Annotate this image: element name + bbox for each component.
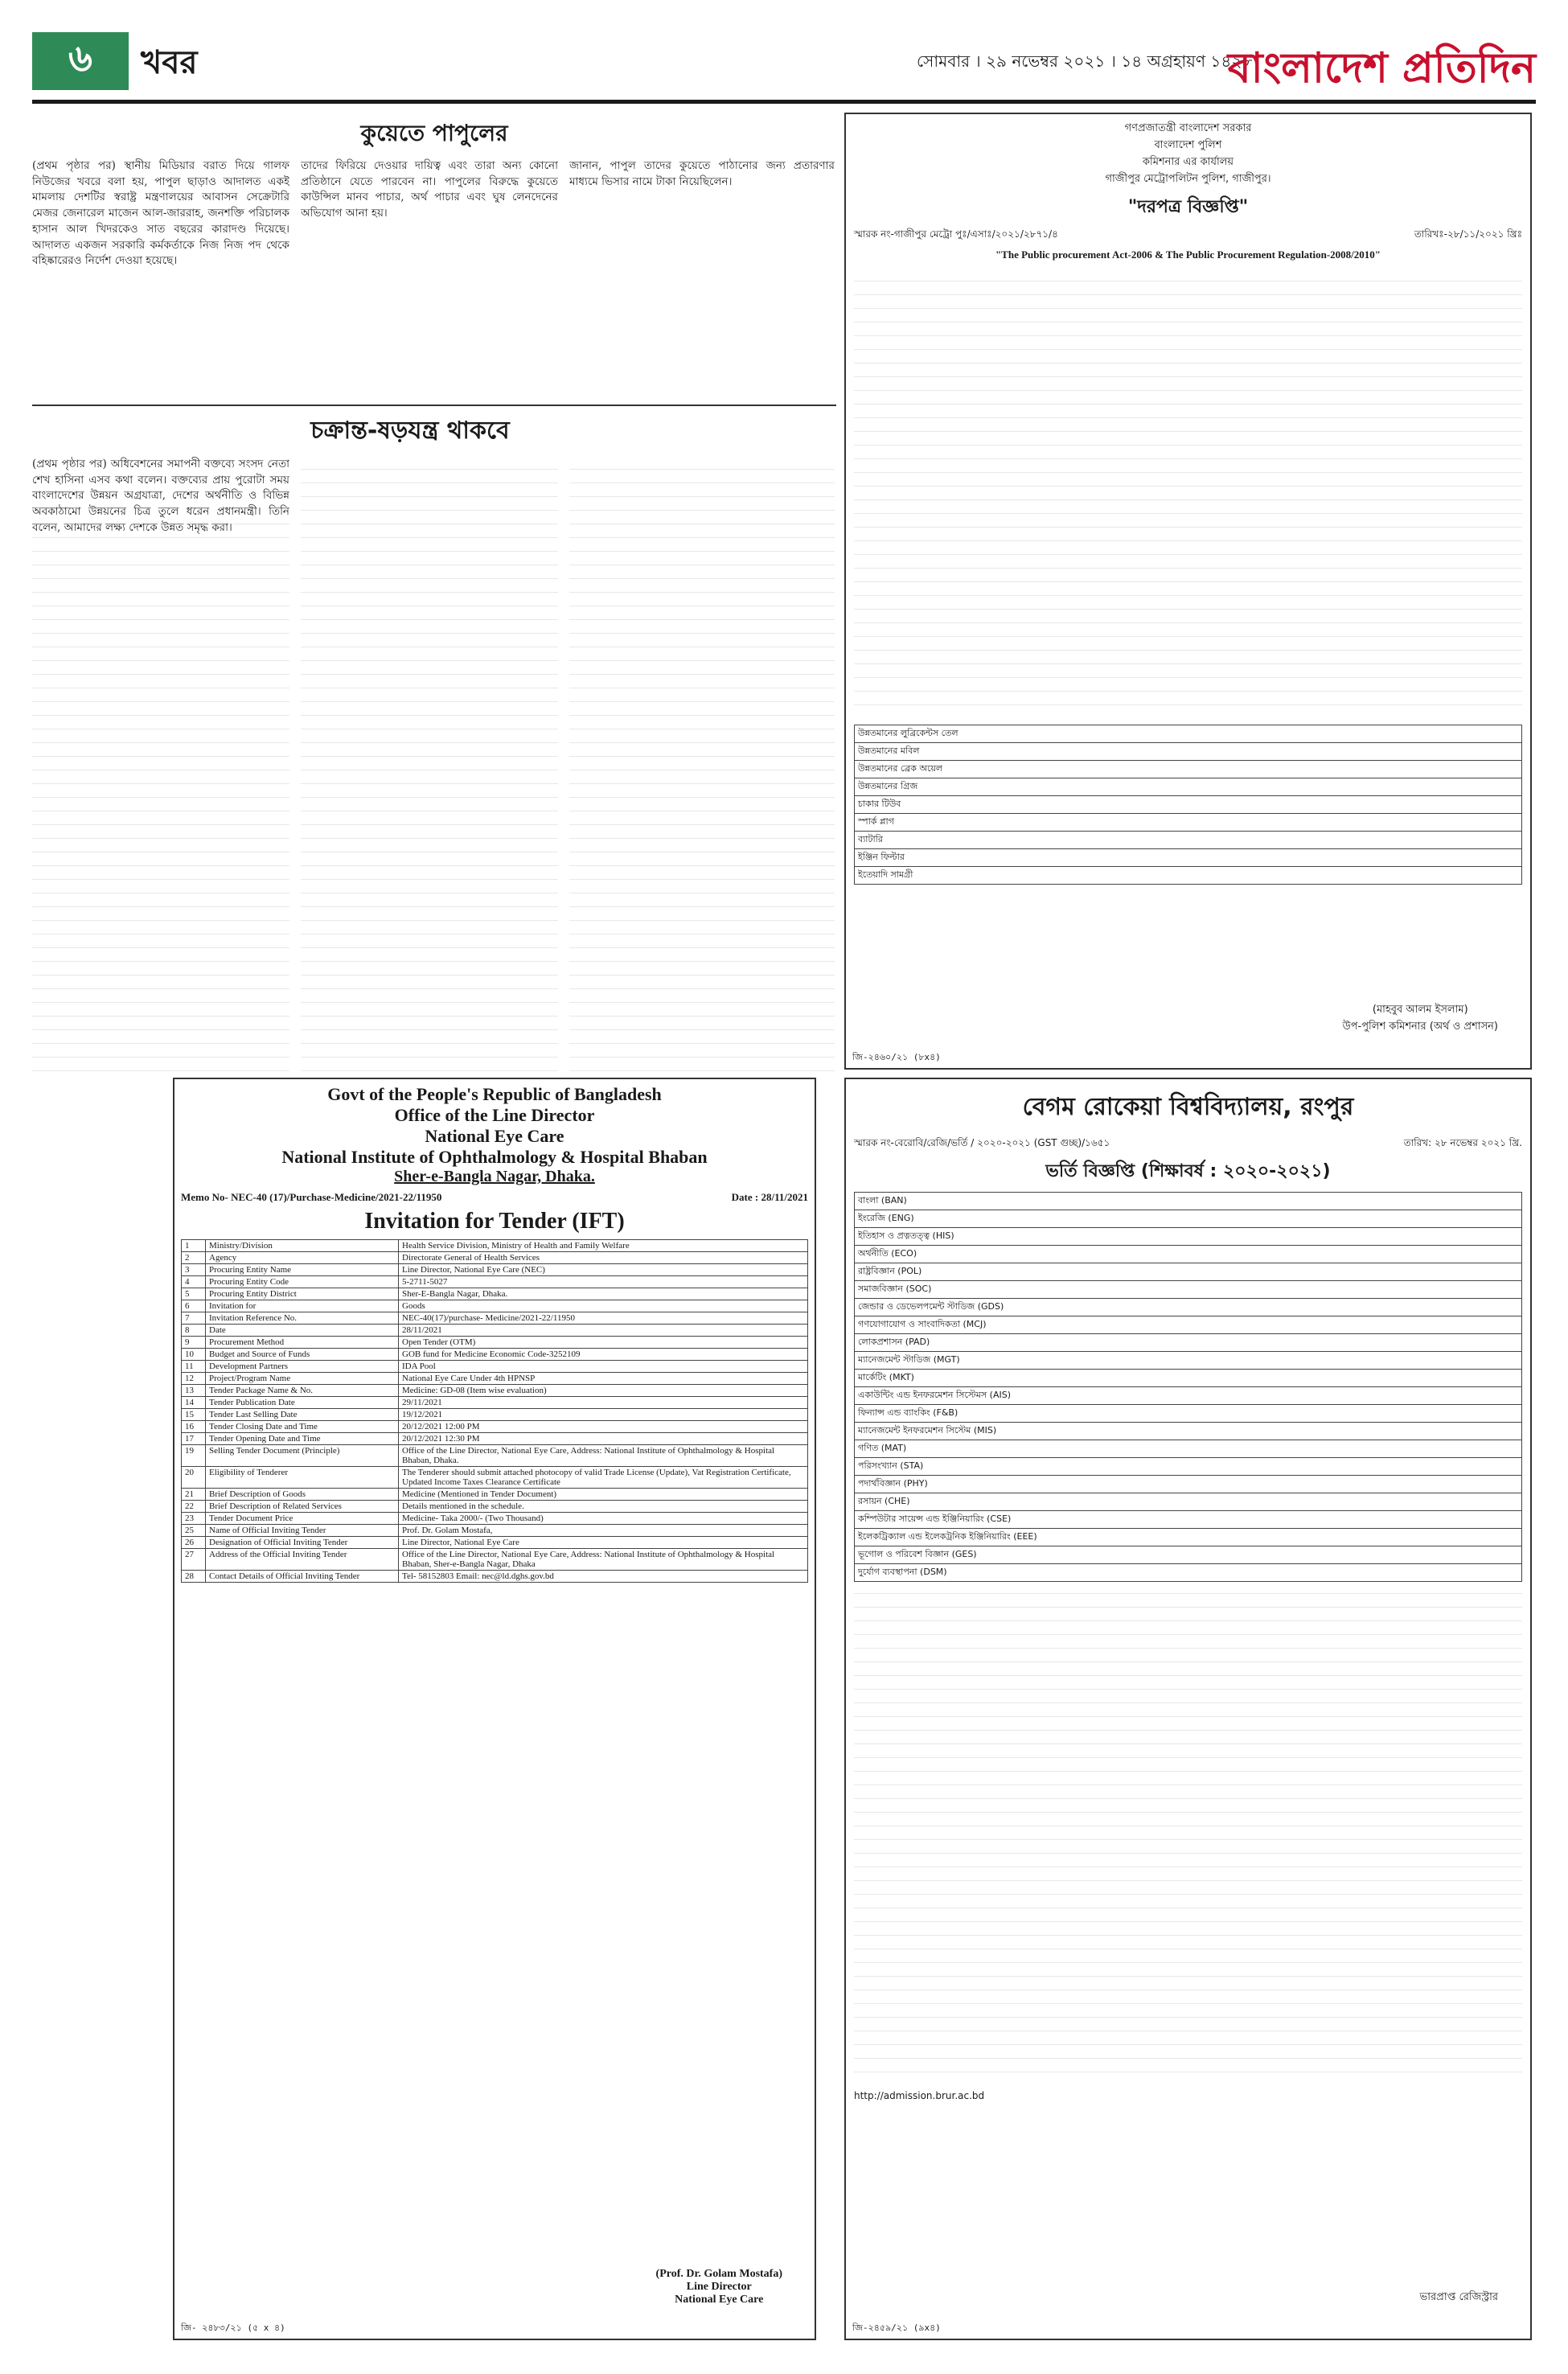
- table-cell: 11: [182, 1361, 206, 1373]
- table-cell: Eligibility of Tenderer: [206, 1467, 399, 1489]
- table-cell: Details mentioned in the schedule.: [399, 1501, 808, 1513]
- table-row: [182, 1349, 808, 1361]
- table-row: [182, 1467, 808, 1489]
- table-row: [855, 1210, 1522, 1228]
- table-cell: 15: [182, 1409, 206, 1421]
- table-cell: IDA Pool: [399, 1361, 808, 1373]
- table-cell: জেন্ডার ও ডেভেলপমেন্ট স্টাডিজ (GDS): [855, 1299, 1522, 1316]
- tender-ad: [173, 1078, 816, 2340]
- table-cell: গণিত (MAT): [855, 1440, 1522, 1458]
- brur-instructions: [854, 1587, 1522, 2085]
- table-cell: পদার্থবিজ্ঞান (PHY): [855, 1476, 1522, 1493]
- table-row: [182, 1571, 808, 1583]
- table-row: [182, 1288, 808, 1300]
- table-row: [855, 1370, 1522, 1387]
- table-row: [182, 1385, 808, 1397]
- police-info-table: [854, 268, 1522, 718]
- table-row: [855, 1511, 1522, 1529]
- table-cell: 20/12/2021 12:30 PM: [399, 1433, 808, 1445]
- table-row: [855, 1193, 1522, 1210]
- table-row: [182, 1501, 808, 1513]
- table-cell: পরিসংখ্যান (STA): [855, 1458, 1522, 1476]
- table-cell: The Tenderer should submit attached photocopy of valid Trade License (Update), Vat Registration Certificate, Updated Income Taxes Clearance Certificate: [399, 1467, 808, 1489]
- newspaper-logo: বাংলাদেশ প্রতিদিন: [1227, 44, 1536, 92]
- table-row: [855, 1246, 1522, 1263]
- police-org: বাংলাদেশ পুলিশ: [1154, 139, 1222, 151]
- tender-addr: Sher-e-Bangla Nagar, Dhaka.: [394, 1168, 595, 1185]
- table-cell: Budget and Source of Funds: [206, 1349, 399, 1361]
- table-row: [855, 1263, 1522, 1281]
- table-cell: Directorate General of Health Services: [399, 1252, 808, 1264]
- tender-table: [181, 1239, 808, 1583]
- table-row: [182, 1409, 808, 1421]
- tender-date: Date : 28/11/2021: [731, 1191, 808, 1203]
- news-area: [32, 113, 836, 1070]
- story1-col-3: জানান, পাপুল তাদের কুয়েতে পাঠানোর জন্য প্রতারণার মাধ্যমে ভিসার নামে টাকা নিয়েছিলেন।: [569, 159, 835, 188]
- table-cell: Agency: [206, 1252, 399, 1264]
- table-row: [182, 1264, 808, 1276]
- table-row: [855, 796, 1522, 814]
- table-cell: Brief Description of Related Services: [206, 1501, 399, 1513]
- table-row: [855, 1405, 1522, 1423]
- story1-col-1: (প্রথম পৃষ্ঠার পর) স্থানীয় মিডিয়ার বরাত দিয়ে গালফ নিউজের খবরে বলা হয়, পাপুল ছাড়াও আদালত একই মামলায় দেশটির স্বরাষ্ট্র মন্ত্রণালয়ের আবাসন সেক্রেটারি মেজর জেনারেল মাজেন আল-জাররাহ, জনশক্তি পরিচালক হাসান আল খিদরকেও সাত বছরের কারাদণ্ড দিয়েছে। আদালত একজন সরকারি কর্মকর্তাকে নিজ নিজ পদ থেকে বহিষ্কারেরও নির্দেশ দেওয়া হয়েছে।: [32, 159, 289, 268]
- table-cell: Tender Publication Date: [206, 1397, 399, 1409]
- table-row: [182, 1549, 808, 1571]
- table-cell: রসায়ন (CHE): [855, 1493, 1522, 1511]
- date-line: সোমবার । ২৯ নভেম্বর ২০২১ । ১৪ অগ্রহায়ণ ১৪২৮: [917, 51, 1253, 71]
- table-cell: Ministry/Division: [206, 1240, 399, 1252]
- table-row: [855, 1299, 1522, 1316]
- table-cell: Tender Package Name & No.: [206, 1385, 399, 1397]
- brur-ref: জি-২৪৫৯/২১ (৯x৪): [852, 2323, 941, 2333]
- tender-gov: Govt of the People's Republic of Bangladesh: [327, 1084, 662, 1104]
- table-cell: 29/11/2021: [399, 1397, 808, 1409]
- table-row: [182, 1525, 808, 1537]
- tender-signature: (Prof. Dr. Golam Mostafa) Line Director National Eye Care: [655, 2268, 782, 2306]
- table-cell: 20: [182, 1467, 206, 1489]
- table-cell: দুর্যোগ ব্যবস্থাপনা (DSM): [855, 1564, 1522, 1582]
- table-cell: উন্নতমানের লুব্রিকেন্টস তেল: [855, 725, 1522, 743]
- brur-registrar: ভারপ্রাপ্ত রেজিস্ট্রার: [1419, 2291, 1498, 2303]
- tender-memo-row: [174, 1186, 815, 1209]
- table-row: [182, 1361, 808, 1373]
- table-cell: Tender Opening Date and Time: [206, 1433, 399, 1445]
- table-cell: Line Director, National Eye Care: [399, 1537, 808, 1549]
- table-cell: 6: [182, 1300, 206, 1312]
- table-cell: কম্পিউটার সায়েন্স এন্ড ইঞ্জিনিয়ারিং (CSE): [855, 1511, 1522, 1529]
- table-cell: চাকার টিউব: [855, 796, 1522, 814]
- table-cell: 26: [182, 1537, 206, 1549]
- table-row: [182, 1240, 808, 1252]
- table-cell: Tender Document Price: [206, 1513, 399, 1525]
- table-cell: Tender Closing Date and Time: [206, 1421, 399, 1433]
- table-cell: 28/11/2021: [399, 1325, 808, 1337]
- table-cell: 8: [182, 1325, 206, 1337]
- story1-body: [32, 158, 836, 400]
- brur-name: বেগম রোকেয়া বিশ্ববিদ্যালয়, রংপুর: [1022, 1093, 1354, 1121]
- table-row: [855, 1546, 1522, 1564]
- police-act: "The Public procurement Act-2006 & The Public Procurement Regulation-2008/2010": [995, 248, 1381, 261]
- tender-memo: Memo No- NEC-40 (17)/Purchase-Medicine/2021-22/11950: [181, 1191, 442, 1203]
- police-memo-row: স্মারক নং-গাজীপুর মেট্রো পুঃ/এসাঃ/২০২১/২৮৭১/৪ তারিখঃ-২৮/১১/২০২১ খ্রিঃ: [854, 228, 1522, 240]
- table-cell: 28: [182, 1571, 206, 1583]
- table-cell: একাউন্টিং এন্ড ইনফরমেশন সিস্টেমস (AIS): [855, 1387, 1522, 1405]
- table-row: [855, 1334, 1522, 1352]
- brur-ad: [844, 1078, 1532, 2340]
- tender-title: Invitation for Tender (IFT): [364, 1209, 625, 1234]
- page-number: ৬: [32, 32, 129, 90]
- table-cell: Name of Official Inviting Tender: [206, 1525, 399, 1537]
- table-cell: ইতেয়াদি সামগ্রী: [855, 867, 1522, 885]
- table-cell: Brief Description of Goods: [206, 1489, 399, 1501]
- story1-headline: কুয়েতে পাপুলের: [360, 120, 508, 146]
- police-unit: কমিশনার এর কার্যালয়: [1142, 156, 1234, 168]
- table-row: [855, 761, 1522, 778]
- table-row: [855, 1281, 1522, 1299]
- table-cell: Medicine- Taka 2000/- (Two Thousand): [399, 1513, 808, 1525]
- table-cell: বাংলা (BAN): [855, 1193, 1522, 1210]
- table-cell: Tel- 58152803 Email: nec@ld.dghs.gov.bd: [399, 1571, 808, 1583]
- police-unit2: গাজীপুর মেট্রোপলিটন পুলিশ, গাজীপুর।: [1105, 173, 1271, 185]
- table-cell: Selling Tender Document (Principle): [206, 1445, 399, 1467]
- table-cell: Invitation Reference No.: [206, 1312, 399, 1325]
- table-cell: 9: [182, 1337, 206, 1349]
- table-cell: 7: [182, 1312, 206, 1325]
- table-row: [855, 1458, 1522, 1476]
- table-row: [182, 1433, 808, 1445]
- table-cell: ফিন্যান্স এন্ড ব্যাংকিং (F&B): [855, 1405, 1522, 1423]
- table-row: [855, 1476, 1522, 1493]
- table-cell: 19/12/2021: [399, 1409, 808, 1421]
- table-row: [855, 849, 1522, 867]
- header-rule: [32, 100, 1536, 104]
- table-cell: উন্নতমানের ব্রেক অয়েল: [855, 761, 1522, 778]
- table-cell: ভূগোল ও পরিবেশ বিজ্ঞান (GES): [855, 1546, 1522, 1564]
- story2-col-1: (প্রথম পৃষ্ঠার পর) অধিবেশনের সমাপনী বক্তব্যে সংসদ নেতা শেখ হাসিনা এসব কথা বলেন। বক্তব্যের প্রায় পুরোটা সময় বাংলাদেশের উন্নয়ন অগ্রযাত্রা, দেশের অর্থনীতি ও বিভিন্ন অবকাঠামো উন্নয়নের চিত্র তুলে ধরেন প্রধানমন্ত্রী। তিনি বলেন, আমাদের লক্ষ্য দেশকে উন্নত সমৃদ্ধ করা।: [32, 457, 289, 1084]
- table-cell: GOB fund for Medicine Economic Code-3252109: [399, 1349, 808, 1361]
- tender-office: Office of the Line Director: [394, 1105, 595, 1125]
- table-cell: অর্থনীতি (ECO): [855, 1246, 1522, 1263]
- table-cell: 3: [182, 1264, 206, 1276]
- table-cell: Goods: [399, 1300, 808, 1312]
- table-row: [182, 1397, 808, 1409]
- table-cell: Project/Program Name: [206, 1373, 399, 1385]
- table-cell: 25: [182, 1525, 206, 1537]
- story1-col-2: তাদের ফিরিয়ে দেওয়ার দায়িত্ব এবং তারা অন্য কোনো প্রতিষ্ঠানে যেতে পারবেন না। পাপুলের বিরুদ্ধে কুয়েতে কাউন্সিল মানব পাচার, অর্থ পাচার এবং ঘুষ লেনদেনের অভিযোগ আনা হয়।: [301, 159, 558, 220]
- table-cell: সমাজবিজ্ঞান (SOC): [855, 1281, 1522, 1299]
- table-cell: ব্যাটারি: [855, 832, 1522, 849]
- brur-seat-table: [854, 1192, 1522, 1582]
- table-row: [855, 1228, 1522, 1246]
- brur-title: ভর্তি বিজ্ঞপ্তি (শিক্ষাবর্ষ : ২০২০-২০২১): [1045, 1161, 1331, 1181]
- table-cell: Designation of Official Inviting Tender: [206, 1537, 399, 1549]
- police-ad: [844, 113, 1532, 1070]
- police-title: "দরপত্র বিজ্ঞপ্তি": [1127, 197, 1249, 217]
- table-cell: ইতিহাস ও প্রত্নতত্ত্ব (HIS): [855, 1228, 1522, 1246]
- table-cell: 5: [182, 1288, 206, 1300]
- table-row: [855, 1493, 1522, 1511]
- table-cell: Office of the Line Director, National Eye Care, Address: National Institute of Ophthalmology & Hospital Bhaban, Sher-e-Bangla Nagar, Dhaka: [399, 1549, 808, 1571]
- table-cell: Development Partners: [206, 1361, 399, 1373]
- table-cell: 21: [182, 1489, 206, 1501]
- table-cell: 23: [182, 1513, 206, 1525]
- table-cell: ম্যানেজমেন্ট স্টাডিজ (MGT): [855, 1352, 1522, 1370]
- table-cell: Date: [206, 1325, 399, 1337]
- table-row: [182, 1312, 808, 1325]
- story2-col-3: [569, 457, 835, 1084]
- table-row: [182, 1537, 808, 1549]
- table-row: [855, 1529, 1522, 1546]
- table-cell: Health Service Division, Ministry of Health and Family Welfare: [399, 1240, 808, 1252]
- table-cell: Address of the Official Inviting Tender: [206, 1549, 399, 1571]
- table-row: [855, 1423, 1522, 1440]
- tender-ref: জি- ২৪৮৩/২১ (৫ x ৪): [181, 2323, 285, 2333]
- table-row: [182, 1489, 808, 1501]
- table-cell: 14: [182, 1397, 206, 1409]
- table-row: [855, 1387, 1522, 1405]
- police-items-table: [854, 725, 1522, 885]
- table-cell: উন্নতমানের গ্রিজ: [855, 778, 1522, 796]
- story2-body: [32, 457, 836, 1084]
- tender-inst: National Institute of Ophthalmology & Hospital Bhaban: [281, 1147, 708, 1167]
- table-cell: Office of the Line Director, National Eye Care, Address: National Institute of Ophthalmology & Hospital Bhaban, Dhaka.: [399, 1445, 808, 1467]
- table-row: [182, 1445, 808, 1467]
- table-row: [182, 1421, 808, 1433]
- table-cell: উন্নতমানের মবিল: [855, 743, 1522, 761]
- table-cell: NEC-40(17)/purchase- Medicine/2021-22/11950: [399, 1312, 808, 1325]
- brur-site: http://admission.brur.ac.bd: [854, 2090, 985, 2101]
- table-row: [855, 814, 1522, 832]
- police-signature: (মাহবুব আলম ইসলাম) উপ-পুলিশ কমিশনার (অর্থ ও প্রশাসন): [1342, 1004, 1498, 1033]
- table-cell: Procuring Entity Name: [206, 1264, 399, 1276]
- table-cell: 1: [182, 1240, 206, 1252]
- table-cell: National Eye Care Under 4th HPNSP: [399, 1373, 808, 1385]
- table-row: [182, 1276, 808, 1288]
- table-row: [855, 1316, 1522, 1334]
- table-cell: ম্যানেজমেন্ট ইনফরমেশন সিস্টেম (MIS): [855, 1423, 1522, 1440]
- table-cell: Procuring Entity Code: [206, 1276, 399, 1288]
- table-cell: 2: [182, 1252, 206, 1264]
- table-row: [855, 778, 1522, 796]
- table-row: [182, 1325, 808, 1337]
- table-cell: Sher-E-Bangla Nagar, Dhaka.: [399, 1288, 808, 1300]
- table-cell: মার্কেটিং (MKT): [855, 1370, 1522, 1387]
- table-row: [855, 832, 1522, 849]
- table-cell: ইঞ্জিন ফিল্টার: [855, 849, 1522, 867]
- table-cell: 4: [182, 1276, 206, 1288]
- page-header: [32, 32, 1536, 97]
- table-cell: লোকপ্রশাসন (PAD): [855, 1334, 1522, 1352]
- table-cell: Contact Details of Official Inviting Tender: [206, 1571, 399, 1583]
- table-row: [855, 725, 1522, 743]
- table-cell: 16: [182, 1421, 206, 1433]
- table-row: [182, 1337, 808, 1349]
- table-cell: 5-2711-5027: [399, 1276, 808, 1288]
- table-cell: Procuring Entity District: [206, 1288, 399, 1300]
- table-row: [182, 1300, 808, 1312]
- police-ref: জি-২৪৬০/২১ (৮x৪): [852, 1052, 941, 1062]
- table-cell: ইংরেজি (ENG): [855, 1210, 1522, 1228]
- table-cell: রাষ্ট্রবিজ্ঞান (POL): [855, 1263, 1522, 1281]
- table-cell: Medicine: GD-08 (Item wise evaluation): [399, 1385, 808, 1397]
- table-cell: Line Director, National Eye Care (NEC): [399, 1264, 808, 1276]
- table-cell: 27: [182, 1549, 206, 1571]
- table-row: [182, 1373, 808, 1385]
- table-row: [855, 1352, 1522, 1370]
- table-row: [855, 867, 1522, 885]
- table-row: [855, 1440, 1522, 1458]
- table-cell: Open Tender (OTM): [399, 1337, 808, 1349]
- table-row: [182, 1252, 808, 1264]
- brur-memo-row: স্মারক নং-বেরোবি/রেজি/ভর্তি / ২০২০-২০২১ (GST গুচ্ছ)/১৬৫১ তারিখ: ২৮ নভেম্বর ২০২১ খ্রি.: [854, 1137, 1522, 1148]
- tender-sub: National Eye Care: [425, 1126, 564, 1146]
- table-cell: গণযোগাযোগ ও সাংবাদিকতা (MCJ): [855, 1316, 1522, 1334]
- table-row: [182, 1513, 808, 1525]
- table-cell: Medicine (Mentioned in Tender Document): [399, 1489, 808, 1501]
- story2-col-2: [301, 457, 558, 1084]
- table-cell: 12: [182, 1373, 206, 1385]
- police-gov: গণপ্রজাতন্ত্রী বাংলাদেশ সরকার: [1124, 122, 1252, 134]
- story2-headline: চক্রান্ত-ষড়যন্ত্র থাকবে: [310, 417, 510, 445]
- table-cell: স্পার্ক প্লাগ: [855, 814, 1522, 832]
- table-cell: ইলেকট্রিক্যাল এন্ড ইলেকট্রনিক ইঞ্জিনিয়ারিং (EEE): [855, 1529, 1522, 1546]
- table-row: [855, 1564, 1522, 1582]
- table-cell: Tender Last Selling Date: [206, 1409, 399, 1421]
- table-cell: Prof. Dr. Golam Mostafa,: [399, 1525, 808, 1537]
- table-cell: 19: [182, 1445, 206, 1467]
- table-cell: 17: [182, 1433, 206, 1445]
- table-cell: Procurement Method: [206, 1337, 399, 1349]
- section-title: খবর: [141, 44, 198, 81]
- table-cell: 22: [182, 1501, 206, 1513]
- table-cell: 20/12/2021 12:00 PM: [399, 1421, 808, 1433]
- table-cell: 10: [182, 1349, 206, 1361]
- table-cell: Invitation for: [206, 1300, 399, 1312]
- table-cell: 13: [182, 1385, 206, 1397]
- table-row: [855, 743, 1522, 761]
